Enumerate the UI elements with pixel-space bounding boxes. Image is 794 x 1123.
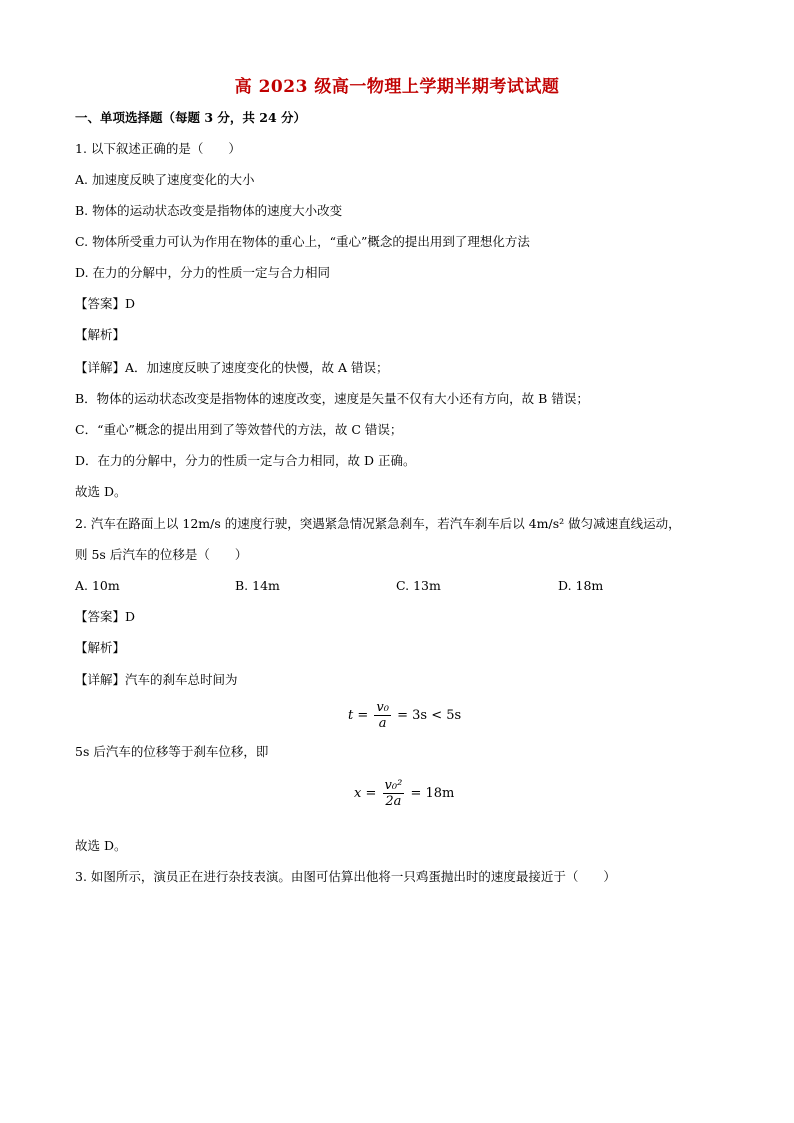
q2-detail-1: 【详解】汽车的刹车总时间为 <box>75 672 238 687</box>
q2-conclusion: 故选 D。 <box>75 838 127 853</box>
formula-brake-time: t = $\frac{\text{v₀}}{a}$ = 3s < 5s <box>348 700 462 731</box>
q1-option-c: C. 物体所受重力可认为作用在物体的重心上，“重心”概念的提出用到了理想化方法 <box>75 234 530 249</box>
q2-option-c: C. 13m <box>396 578 441 593</box>
formula-brake-time-rhs: = 3s < 5s <box>397 708 462 723</box>
formula-displacement-denominator: 2a <box>385 794 402 809</box>
q2-stem-line2: 则 5s 后汽车的位移是（ ） <box>75 547 248 562</box>
formula-displacement-numerator: v₀² <box>384 778 403 793</box>
q3-stem: 3. 如图所示，演员正在进行杂技表演。由图可估算出他将一只鸡蛋抛出时的速度最接近于（ ） <box>75 869 616 884</box>
q1-analysis-label: 【解析】 <box>75 327 126 342</box>
formula-brake-time-fraction <box>374 700 391 731</box>
q1-stem: 1. 以下叙述正确的是（ ） <box>75 141 241 156</box>
q1-option-b: B. 物体的运动状态改变是指物体的速度大小改变 <box>75 203 343 218</box>
q2-stem-line1: 2. 汽车在路面上以 12m/s 的速度行驶，突遇紧急情况紧急刹车，若汽车刹车后以 4m/s² 做匀减速直线运动， <box>75 516 681 531</box>
formula-brake-time-denominator: a <box>378 716 387 731</box>
q1-option-d: D. 在力的分解中，分力的性质一定与合力相同 <box>75 265 331 280</box>
formula-displacement: x = $\frac{\text{v₀²}}{2a}$ = 18m <box>354 778 455 809</box>
q1-answer: 【答案】D <box>75 296 136 311</box>
q1-conclusion: 故选 D。 <box>75 484 127 499</box>
q1-detail-c: C．“重心”概念的提出用到了等效替代的方法，故 C 错误； <box>75 422 403 437</box>
q1-detail-b: B．物体的运动状态改变是指物体的速度改变，速度是矢量不仅有大小还有方向，故 B 错误； <box>75 391 589 406</box>
formula-displacement-rhs: = 18m <box>410 786 455 801</box>
q2-answer: 【答案】D <box>75 609 136 624</box>
formula-brake-time-lhs: t <box>348 708 354 723</box>
q1-detail-a: 【详解】A．加速度反映了速度变化的快慢，故 A 错误； <box>75 360 389 375</box>
formula-displacement-fraction <box>383 778 405 809</box>
formula-brake-time-numerator: v₀ <box>376 700 389 715</box>
q1-detail-d: D．在力的分解中，分力的性质一定与合力相同，故 D 正确。 <box>75 453 416 468</box>
q2-option-d: D. 18m <box>558 578 604 593</box>
page-title: 高 2023 级高一物理上学期半期考试试题 <box>234 77 560 97</box>
q2-option-a: A. 10m <box>75 578 120 593</box>
q2-detail-2: 5s 后汽车的位移等于刹车位移，即 <box>75 744 269 759</box>
section-heading: 一、单项选择题（每题 3 分，共 24 分） <box>75 110 307 125</box>
q1-option-a: A. 加速度反映了速度变化的大小 <box>75 172 255 187</box>
formula-displacement-lhs: x <box>354 786 362 801</box>
q2-option-b: B. 14m <box>235 578 280 593</box>
q2-analysis-label: 【解析】 <box>75 640 126 655</box>
